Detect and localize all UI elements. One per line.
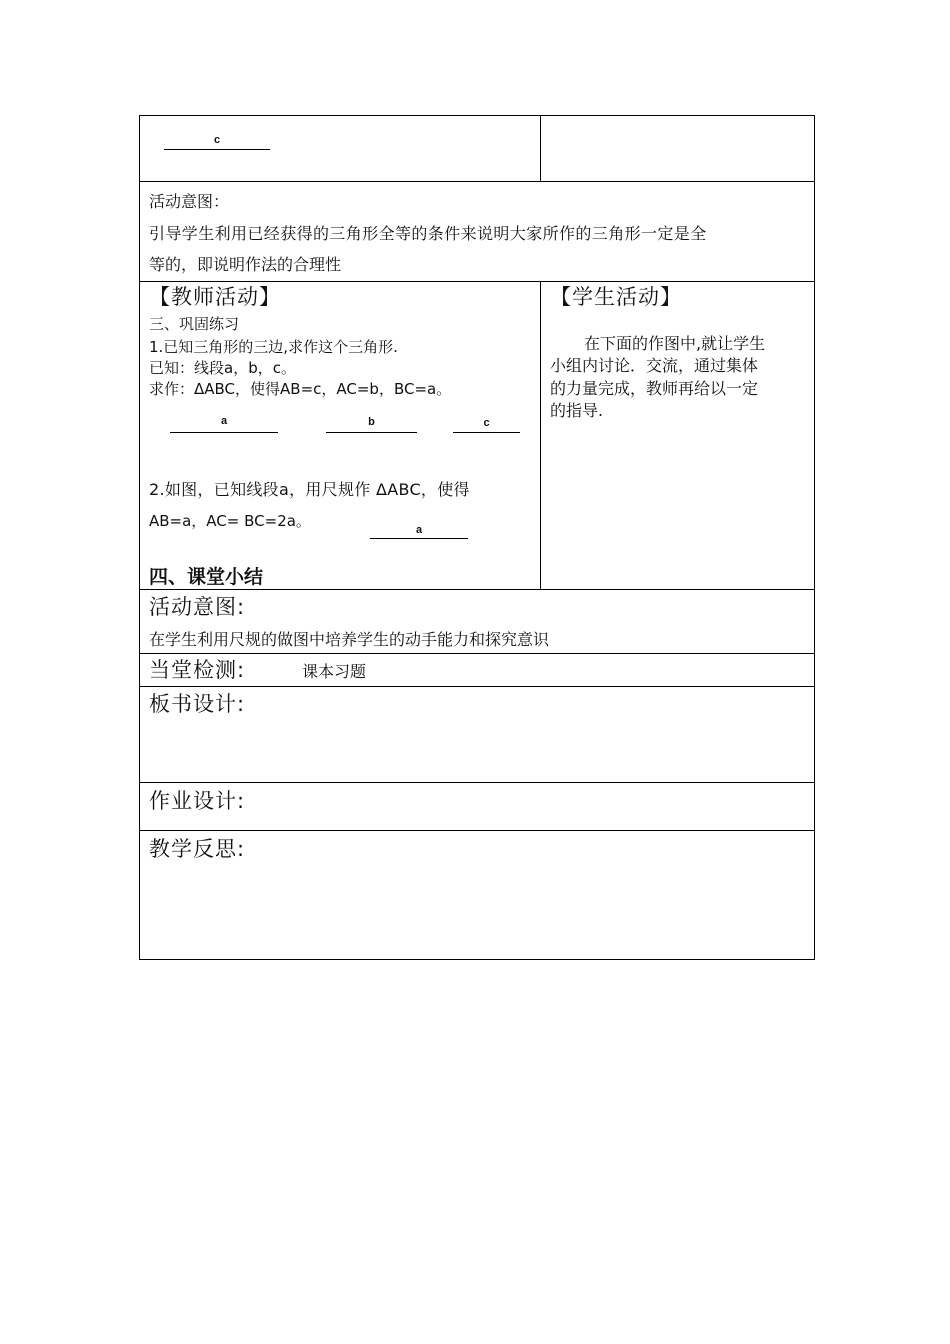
intent-2-heading: 活动意图: <box>149 595 246 619</box>
row-divider <box>139 653 815 654</box>
question-2-line1: 2.如图，已知线段a，用尺规作 ΔABC，使得 <box>149 480 470 499</box>
student-text-line1: 在下面的作图中,就让学生 <box>584 334 766 353</box>
column-divider-top <box>540 115 541 182</box>
segment-a-label: a <box>220 415 228 427</box>
segment-a-line <box>170 432 278 433</box>
question-1-line3: 求作：ΔABC，使得AB=c，AC=b，BC=a。 <box>149 380 452 398</box>
row-divider <box>139 830 815 831</box>
homework-design-label: 作业设计: <box>149 789 246 813</box>
segment-c-label: c <box>213 134 221 146</box>
segment-b-label: b <box>368 416 375 428</box>
question-1-line2: 已知：线段a，b，c。 <box>149 359 296 377</box>
intent-2-text: 在学生利用尺规的做图中培养学生的动手能力和探究意识 <box>149 630 550 649</box>
intent-text-line2: 等的，即说明作法的合理性 <box>149 255 342 274</box>
segment-b-line <box>326 432 417 433</box>
segment-c-label: c <box>483 417 490 429</box>
teaching-reflection-label: 教学反思: <box>149 837 246 861</box>
row-divider <box>139 281 815 282</box>
segment-c-line <box>453 432 520 433</box>
student-text-line4: 的指导. <box>550 401 604 420</box>
student-text-line2: 小组内讨论．交流，通过集体 <box>550 356 759 375</box>
in-class-check-value: 课本习题 <box>302 662 367 681</box>
segment-c-line <box>164 149 270 150</box>
summary-section-title: 四、课堂小结 <box>149 566 264 588</box>
row-divider <box>139 589 815 590</box>
student-activity-heading: 【学生活动】 <box>550 285 682 309</box>
segment-a-label: a <box>415 524 423 536</box>
student-text-line3: 的力量完成，教师再给以一定 <box>550 379 759 398</box>
intent-heading: 活动意图： <box>149 192 230 211</box>
row-divider <box>139 686 815 687</box>
column-divider-activities <box>540 281 541 589</box>
row-divider <box>139 181 815 182</box>
segment-a-line <box>370 538 468 539</box>
question-2-line2: AB=a，AC= BC=2a。 <box>149 512 311 530</box>
row-divider <box>139 782 815 783</box>
intent-text-line1: 引导学生利用已经获得的三角形全等的条件来说明大家所作的三角形一定是全 <box>149 224 707 243</box>
question-1-line1: 1.已知三角形的三边,求作这个三角形. <box>149 338 398 356</box>
board-design-label: 板书设计: <box>149 692 246 716</box>
practice-section-title: 三、巩固练习 <box>149 315 240 333</box>
in-class-check-label: 当堂检测: <box>149 658 246 682</box>
teacher-activity-heading: 【教师活动】 <box>149 285 281 309</box>
